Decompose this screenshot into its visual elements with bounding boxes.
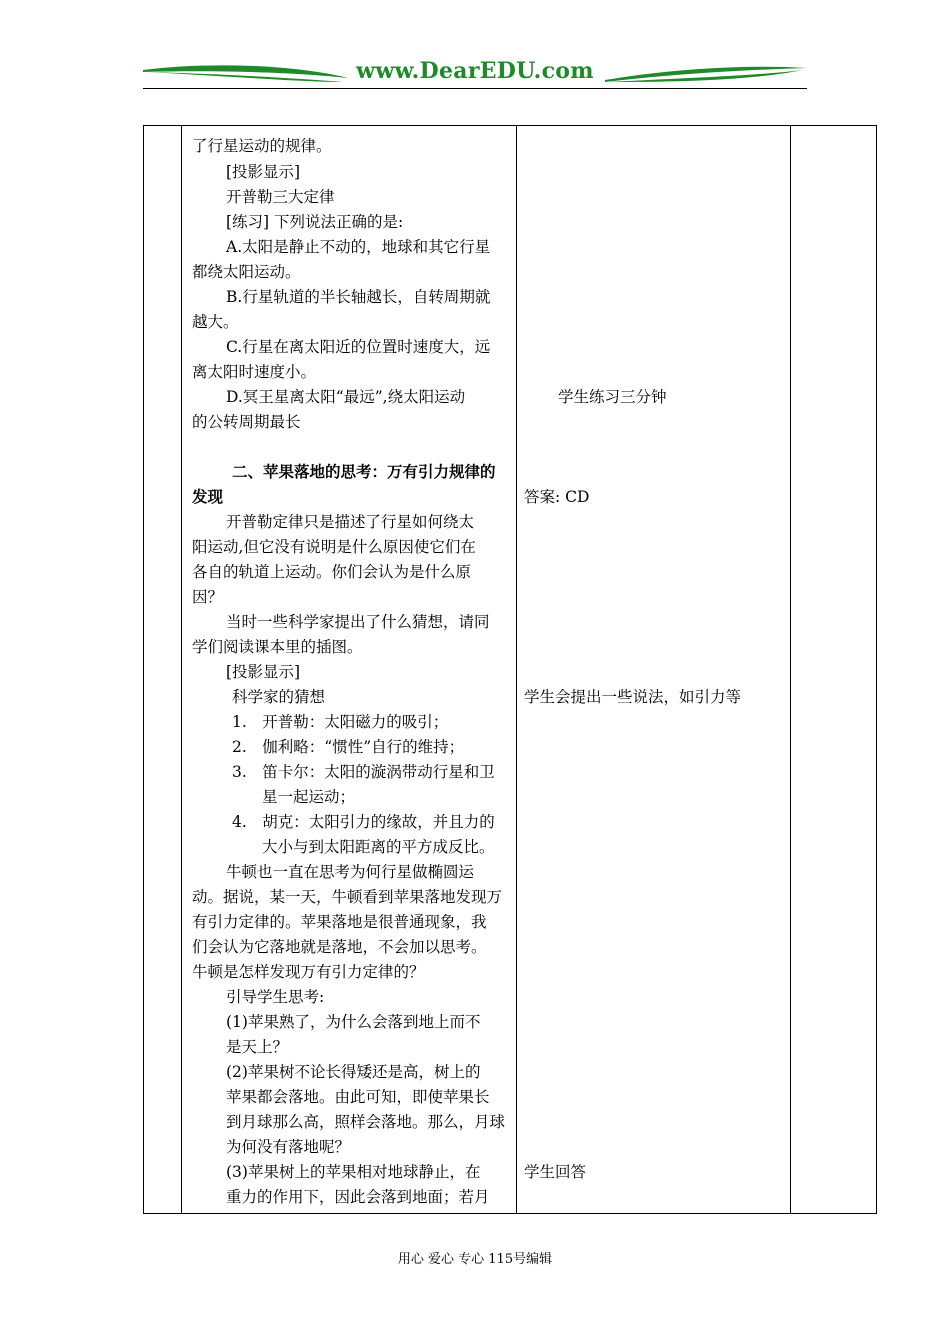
site-logo[interactable]: www.DearEDU.com bbox=[356, 58, 594, 84]
text-line: 4. 胡克：太阳引力的缘故，并且力的 bbox=[232, 813, 495, 831]
text-line: 星一起运动； bbox=[262, 788, 356, 806]
text-line: 当时一些科学家提出了什么猜想，请同 bbox=[226, 613, 490, 631]
text-line: 开普勒三大定律 bbox=[226, 188, 335, 206]
text-line: 重力的作用下，因此会落到地面；若月 bbox=[226, 1188, 490, 1206]
text-line: 3. 笛卡尔：太阳的漩涡带动行星和卫 bbox=[232, 763, 495, 781]
text-line: 的公转周期最长 bbox=[192, 413, 301, 431]
text-line: 离太阳时速度小。 bbox=[192, 363, 317, 381]
text-line: 发现 bbox=[192, 487, 224, 506]
header-divider bbox=[143, 88, 807, 89]
column-divider bbox=[516, 126, 517, 1213]
text-line: 越大。 bbox=[192, 313, 239, 331]
student-activity-cell bbox=[524, 126, 784, 1213]
text-line: 各自的轨道上运动。你们会认为是什么原 bbox=[192, 563, 472, 581]
text-line: 阳运动,但它没有说明是什么原因使它们在 bbox=[192, 538, 476, 556]
text-line: 们会认为它落地就是落地，不会加以思考。 bbox=[192, 938, 487, 956]
teaching-content-cell bbox=[192, 126, 510, 1213]
text-line: 大小与到太阳距离的平方成反比。 bbox=[262, 838, 495, 856]
text-line: 学们阅读课本里的插图。 bbox=[192, 638, 363, 656]
text-line: 学生练习三分钟 bbox=[558, 388, 667, 406]
text-line: 牛顿是怎样发现万有引力定律的？ bbox=[192, 963, 425, 981]
text-line: D.冥王星离太阳“最远”,绕太阳运动 bbox=[226, 388, 466, 406]
text-line: A.太阳是静止不动的，地球和其它行星 bbox=[226, 238, 491, 256]
text-line: 二、苹果落地的思考：万有引力规律的 bbox=[232, 462, 496, 481]
text-line: 引导学生思考: bbox=[226, 988, 325, 1006]
text-line: 有引力定律的。苹果落地是很普通现象，我 bbox=[192, 913, 487, 931]
lesson-table bbox=[143, 125, 877, 1214]
header-banner bbox=[143, 56, 807, 90]
text-line: (1)苹果熟了，为什么会落到地上而不 bbox=[226, 1013, 481, 1031]
text-line: 学生会提出一些说法，如引力等 bbox=[524, 688, 742, 706]
text-line: 1. 开普勒：太阳磁力的吸引； bbox=[232, 713, 449, 731]
text-line: B.行星轨道的半长轴越长，自转周期就 bbox=[226, 288, 491, 306]
text-line: 了行星运动的规律。 bbox=[192, 137, 332, 155]
text-line: 苹果都会落地。由此可知，即使苹果长 bbox=[226, 1088, 490, 1106]
text-line: (2)苹果树不论长得矮还是高，树上的 bbox=[226, 1063, 481, 1081]
page-footer: 用心 爱心 专心 115号编辑 bbox=[397, 1252, 553, 1267]
text-line: 是天上？ bbox=[226, 1038, 289, 1056]
text-line: 科学家的猜想 bbox=[232, 688, 326, 706]
column-divider bbox=[181, 126, 182, 1213]
text-line: (3)苹果树上的苹果相对地球静止，在 bbox=[226, 1163, 481, 1181]
text-line: [练习] 下列说法正确的是: bbox=[226, 213, 404, 231]
text-line: 答案: CD bbox=[524, 488, 590, 506]
text-line: 因？ bbox=[192, 588, 224, 606]
text-line: 牛顿也一直在思考为何行星做椭圆运 bbox=[226, 863, 475, 881]
text-line: C.行星在离太阳近的位置时速度大，远 bbox=[226, 338, 491, 356]
text-line: 到月球那么高，照样会落地。那么，月球 bbox=[226, 1113, 506, 1131]
text-line: 都绕太阳运动。 bbox=[192, 263, 301, 281]
text-line: 2. 伽利略：“惯性”自行的维持； bbox=[232, 738, 465, 756]
column-divider bbox=[790, 126, 791, 1213]
text-line: 动。据说，某一天，牛顿看到苹果落地发现万 bbox=[192, 888, 503, 906]
text-line: 学生回答 bbox=[524, 1163, 587, 1181]
text-line: [投影显示] bbox=[226, 663, 301, 681]
text-line: 为何没有落地呢？ bbox=[226, 1138, 351, 1156]
text-line: 开普勒定律只是描述了行星如何绕太 bbox=[226, 513, 475, 531]
text-line: [投影显示] bbox=[226, 163, 301, 181]
